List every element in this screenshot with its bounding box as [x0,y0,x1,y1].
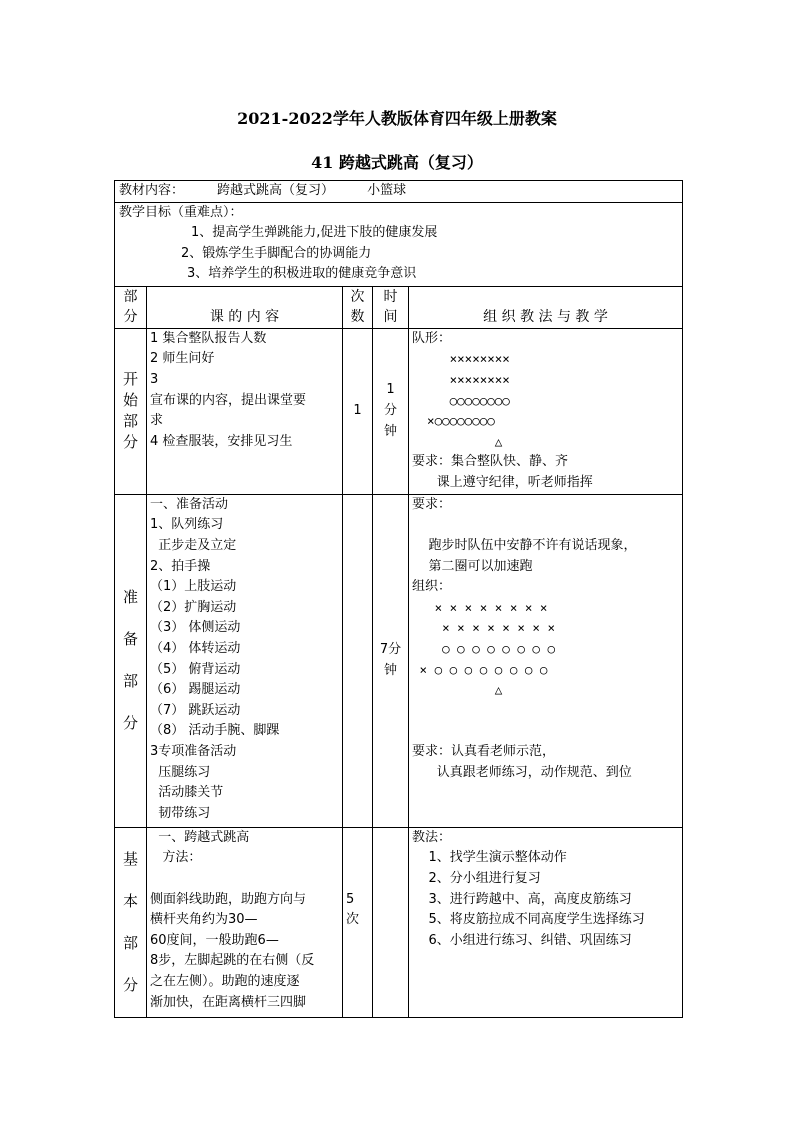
formation-row: ×××××××× [412,351,510,367]
teacher-marker: △ [412,682,503,698]
section-main [115,827,683,1017]
header-row [115,286,683,328]
objective-item: 2、锻炼学生手脚配合的协调能力 [181,245,372,261]
section-time: 1 分 钟 [373,328,409,494]
material-text: 教材内容： 跨越式跳高（复习） 小篮球 [119,183,407,198]
material-row [115,181,683,203]
header-content: 课 的 内 容 [147,286,343,328]
header-part: 部 分 [115,286,147,328]
section-label: 基 本 部 分 [115,827,147,1017]
objectives-label: 教学目标（重难点）： [119,204,243,220]
section-content: 一、跨越式跳高 方法： 侧面斜线助跑，助跑方向与 横杆夹角约为30— 60度间，一般助跑6— 8步，左脚起跳的在右侧（反 之在左侧）。助跑的速度逐 渐加快，在距离横杆三四脚 [147,827,343,1017]
section-count: 5 次 [343,827,373,1017]
section-warmup [115,494,683,827]
formation-row: ○ ○ ○ ○ ○ ○ ○ ○ [412,640,555,656]
section-count: 1 [343,328,373,494]
objective-item: 1、提高学生弹跳能力,促进下肢的健康发展 [191,225,438,241]
section-method: 队形： ×××××××× ×××××××× ○○○○○○○○ ×○○○○○○○○ △ 要求：集合整队快、静、齐 课上遵守纪律，听老师指挥 [409,328,683,494]
section-content: 一、准备活动 1、队列练习 正步走及立定 2、拍手操 （1）上肢运动 （2）扩胸运动 （3） 体侧运动 （4） 体转运动 （5） 俯背运动 （6） 踢腿运动 （7） 跳跃运动 （8） 活动手腕、脚踝 3专项准备活动 压腿练习 活动膝关节 韧带练习 [147,494,343,827]
section-count [343,494,373,827]
section-start [115,328,683,494]
lesson-title: 41 跨越式跳高（复习） [311,153,483,172]
section-time: 7分 钟 [373,494,409,827]
teacher-marker: △ [412,433,503,449]
header-count: 次 数 [343,286,373,328]
page-title: 2021-2022学年人教版体育四年级上册教案 [237,109,557,128]
objectives-row [115,202,683,286]
section-time [373,827,409,1017]
formation-row: × × × × × × × × [412,599,548,615]
formation-row: ×○○○○○○○○ [412,413,495,429]
header-method: 组 织 教 法 与 教 学 [409,286,683,328]
section-label: 准 备 部 分 [115,494,147,827]
header-time: 时 间 [373,286,409,328]
formation-row: × ○ ○ ○ ○ ○ ○ ○ ○ [412,661,548,677]
formation-row: × × × × × × × × [412,620,555,636]
section-method: 要求： 跑步时队伍中安静不许有说话现象， 第二圈可以加速跑 组织： × × × × × × × × × × × × × × × × ○ ○ ○ ○ ○ ○ ○ ○ × ○ ○ ○ ○ ○ ○ ○ ○ △ 要求：认真看老师示范， 认真跟老师练习，动作规范、到位 [409,494,683,827]
section-method: 教法： 1、找学生演示整体动作 2、分小组进行复习 3、进行跨越中、高，高度皮筋练习 5、将皮筋拉成不同高度学生选择练习 6、小组进行练习、纠错、巩固练习 [409,827,683,1017]
section-content: 1 集合整队报告人数 2 师生问好 3 宣布课的内容，提出课堂要 求 4 检查服装，安排见习生 [147,328,343,494]
formation-row: ×××××××× [412,371,510,387]
formation-row: ○○○○○○○○ [412,392,510,408]
lesson-plan-table [114,180,683,1018]
section-label: 开 始 部 分 [115,328,147,494]
objective-item: 3、培养学生的积极进取的健康竞争意识 [187,266,417,282]
